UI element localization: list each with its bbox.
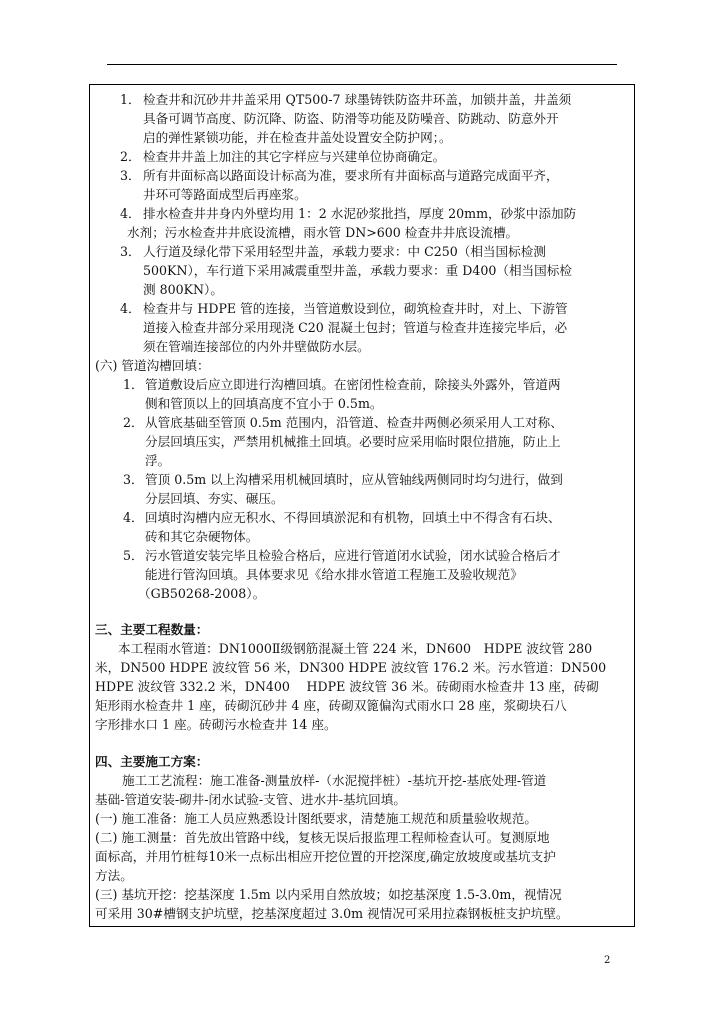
backfill-item-2-line-1: 从管底基础至管顶 0.5m 范围内，沿管道、检查井两侧必须采用人工对称、 [145,415,563,430]
plan-step-3-line-2: 可采用 30#槽钢支护坑壁，挖基深度超过 3.0m 视情况可采用拉森钢板桩支护坑壁。 [95,906,569,921]
backfill-item-4-number: 4． [123,510,144,525]
backfill-heading: (六) 管道沟槽回填： [95,358,210,373]
plan-process-line-1: 施工工艺流程：施工准备-测量放样-（水泥搅拌桩）-基坑开挖-基底处理-管道 [122,773,547,788]
plan-heading: 四、主要施工方案： [95,754,209,769]
plan-step-3-line-1: (三) 基坑开挖：挖基深度 1.5m 以内采用自然放坡；如挖基深度 1.5-3.0m，视情况 [95,887,562,902]
plan-step-1-line-1: (一) 施工准备：施工人员应熟悉设计图纸要求，清楚施工规范和质量验收规范。 [95,811,538,826]
backfill-item-3-line-2: 分层回填、夯实、碾压。 [145,491,284,506]
manhole-item-1-line-1: 检查井和沉砂井井盖采用 QT500-7 球墨铸铁防盗井环盖，加锁井盖，井盖须 [143,92,572,107]
quantities-line-1: 本工程雨水管道：DN1000Ⅱ级钢筋混凝土管 224 米，DN600 HDPE 波纹管 280 [118,641,593,656]
header-rule [107,64,617,65]
backfill-item-5-number: 5． [123,548,144,563]
backfill-item-5-line-2: 能进行管沟回填。具体要求见《给水排水管道工程施工及验收规范》 [145,567,523,582]
quantities-line-3: HDPE 波纹管 332.2 米，DN400 HDPE 波纹管 36 米。砖砌雨水检查井 13 座，砖砌 [95,679,599,694]
plan-step-2-line-3: 方法。 [95,868,133,883]
backfill-item-1-number: 1． [123,377,144,392]
manhole-item-6-line-3: 须在管端连接部位的内外井壁做防水层。 [143,339,370,354]
page-number: 2 [604,955,611,966]
backfill-item-3-number: 3． [123,472,144,487]
manhole-item-5-number: 3． [120,244,141,259]
plan-step-2-line-1: (二) 施工测量：首先放出管路中线，复核无误后报监理工程师检查认可。复测原地 [95,830,550,845]
quantities-heading: 三、主要工程数量： [95,622,209,637]
manhole-item-5-line-2: 500KN），车行道下采用减震重型井盖，承载力要求：重 D400（相当国标检 [143,263,572,278]
manhole-item-3-line-1: 所有井面标高以路面设计标高为准，要求所有井面标高与道路完成面平齐， [143,168,559,183]
manhole-item-1-line-3: 启的弹性紧锁功能，并在检查井盖处设置安全防护网；。 [143,130,452,145]
backfill-item-4-line-1: 回填时沟槽内应无积水、不得回填淤泥和有机物，回填土中不得含有石块、 [145,510,561,525]
manhole-item-6-number: 4． [120,301,141,316]
manhole-item-3-line-2: 井环可等路面成型后再座浆。 [143,187,307,202]
manhole-item-2-line-1: 检查井井盖上加注的其它字样应与兴建单位协商确定。 [143,149,446,164]
manhole-item-5-line-3: 测 800KN）。 [143,282,223,297]
backfill-item-2-line-2: 分层回填压实，严禁用机械推土回填。必要时应采用临时限位措施，防止上 [145,434,561,449]
plan-process-line-2: 基础-管道安装-砌井-闭水试验-支管、进水井-基坑回填。 [95,792,406,807]
backfill-item-5-line-1: 污水管道安装完毕且检验合格后，应进行管道闭水试验，闭水试验合格后才 [145,548,561,563]
backfill-item-3-line-1: 管顶 0.5m 以上沟槽采用机械回填时，应从管轴线两侧同时均匀进行，做到 [145,472,563,487]
manhole-item-3-number: 3． [120,168,141,183]
manhole-item-6-line-2: 道接入检查井部分采用现浇 C20 混凝土包封；管道与检查井连接完毕后，必 [143,320,568,335]
backfill-item-4-line-2: 砖和其它杂硬物体。 [145,529,259,544]
quantities-line-5: 字形排水口 1 座。砖砌污水检查井 14 座。 [95,717,337,732]
manhole-item-1-line-2: 具备可调节高度、防沉降、防盗、防滑等功能及防噪音、防跳动、防意外开 [143,111,559,126]
backfill-item-2-number: 2． [123,415,144,430]
manhole-item-4-number: 4． [120,206,141,221]
manhole-item-6-line-1: 检查井与 HDPE 管的连接，当管道敷设到位，砌筑检查井时，对上、下游管 [143,301,568,316]
manhole-item-4-line-2: 水剂；污水检查井井底设流槽，雨水管 DN>600 检查井井底设流槽。 [127,225,519,240]
manhole-item-2-number: 2． [120,149,141,164]
quantities-line-4: 矩形雨水检查井 1 座，砖砌沉砂井 4 座，砖砌双篦偏沟式雨水口 28 座，浆砌块石八 [95,698,567,713]
plan-step-2-line-2: 面标高，并用竹桩每10米一点标出相应开挖位置的开挖深度,确定放坡度或基坑支护 [95,849,556,864]
quantities-line-2: 米，DN500 HDPE 波纹管 56 米，DN300 HDPE 波纹管 176.2 米。污水管道：DN500 [95,660,607,675]
backfill-item-1-line-1: 管道敷设后应立即进行沟槽回填。在密闭性检查前，除接头外露外，管道两 [145,377,561,392]
manhole-item-4-line-1: 排水检查井井身内外壁均用 1：2 水泥砂浆批挡，厚度 20mm，砂浆中添加防 [143,206,577,221]
backfill-item-1-line-2: 侧和管顶以上的回填高度不宜小于 0.5m。 [145,396,383,411]
backfill-item-5-line-3: （GB50268-2008）。 [138,586,266,601]
backfill-item-2-line-3: 浮。 [145,453,171,468]
manhole-item-5-line-1: 人行道及绿化带下采用轻型井盖，承载力要求：中 C250（相当国标检测 [143,244,546,259]
manhole-item-1-number: 1． [120,92,141,107]
